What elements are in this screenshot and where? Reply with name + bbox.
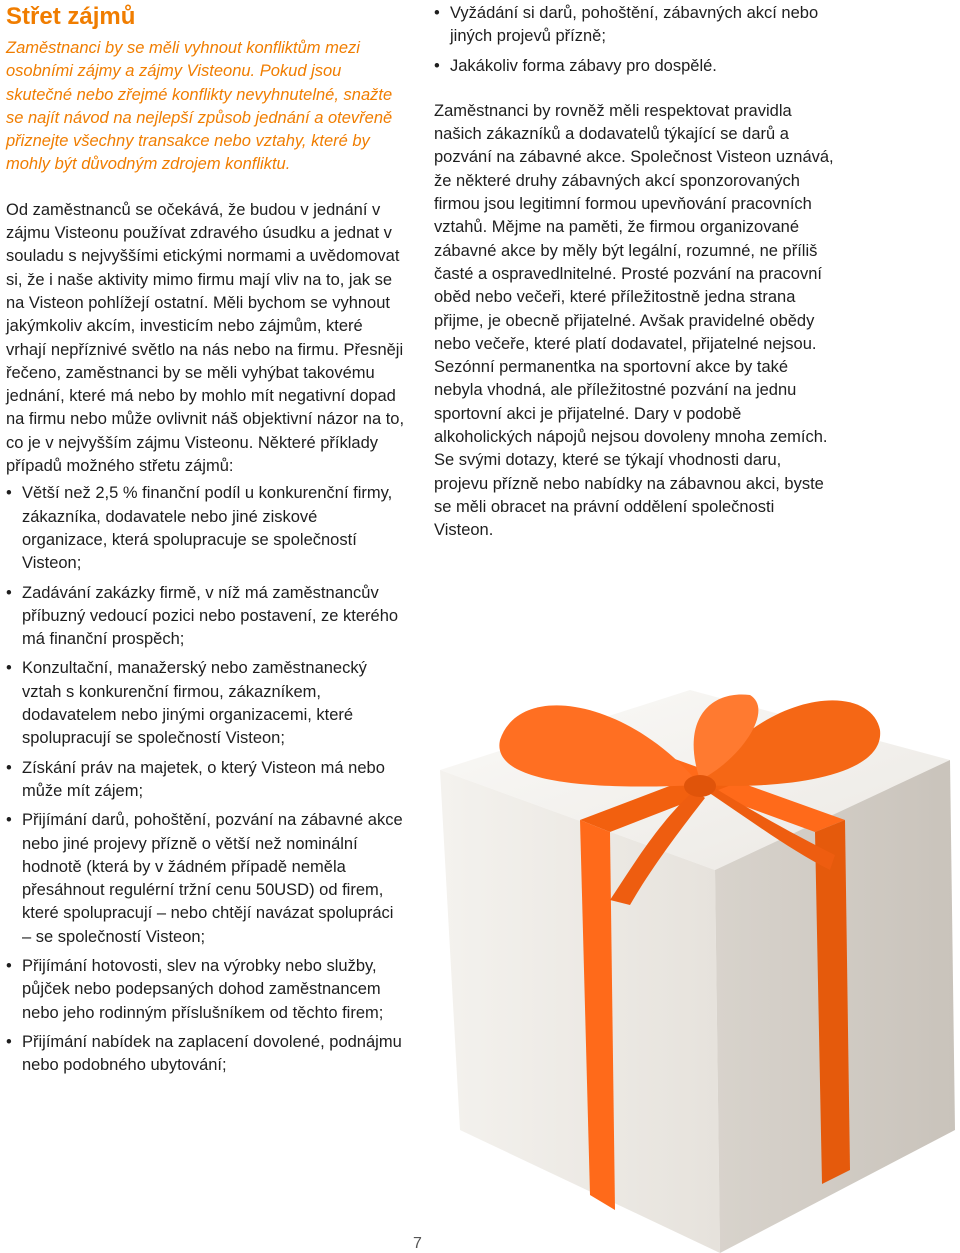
list-item: • Vyžádání si darů, pohoštění, zábavných akcí nebo jiných projevů přízně; [434,2,834,49]
list-item: • Konzultační, manažerský nebo zaměstnanecký vztah s konkurenční firmou, zákazníkem, dodavatelem nebo jinými organizacemi, které spolupracují se společností Visteon; [6,657,406,750]
gifts-paragraph: Zaměstnanci by rovněž měli respektovat pravidla našich zákazníků a dodavatelů týkající se darů a pozvání na zábavné akce. Společnost Visteon uznává, že některé druhy zábavných akcí sponzorovaných firmou jsou legitimní formou upevňování pracovních vztahů. Mějme na paměti, že firmou organizované zábavné akce by měly být legální, rozumné, ne příliš časté a ospravedlnitelné. Prosté pozvání na pracovní oběd nebo večeři, které příležitostně jedna strana přijme, je obecně přijatelné. Avšak pravidelné obědy nebo večeře, které platí dodavatel, přijatelné nejsou. Sezónní permanentka na sportovní akce by také nebyla vhodná, ale příležitostné pozvání na jednu sportovní akci je přijatelné. Dary v podobě alkoholických nápojů nejsou dovoleny mnoha zemích. Se svými dotazy, které se týkají vhodnosti daru, projevu přízně nebo nabídky na zábavnou akci, byste se měli obracet na právní oddělení společnosti Visteon. [434,101,834,540]
left-column [6,0,406,1083]
list-item: • Přijímání nabídek na zaplacení dovolené, podnájmu nebo podobného ubytování; [6,1031,406,1078]
body-paragraph: Od zaměstnanců se očekává, že budou v jednání v zájmu Visteonu používat zdravého úsudku a jednat v souladu s nejvyššími etickými normami a uvědomovat si, že i naše aktivity mimo firmu mají vliv na to, jak se na Visteon pohlížejí ostatní. Měli bychom se vyhnout jakýmkoliv akcím, investicím nebo zájmům, které vrhají nepříznivé světlo na nás nebo na firmu. Přesněji řečeno, zaměstnanci by se měli vyhýbat takovému jednání, které má nebo by mohlo mít negativní dopad na firmu nebo může ovlivnit náš objektivní názor na to, co je v nejvyšším zájmu Visteonu. Některé příklady případů možného střetu zájmů: [6,200,405,476]
intro-paragraph: Zaměstnanci by se měli vyhnout konfliktům mezi osobními zájmy a zájmy Visteonu. Pokud jsou skutečné nebo zřejmé konflikty nevyhnutelné, snažte se najít návod na nejlepší způsob jednání a otevřeně přiznejte všechny transakce nebo vztahy, které by mohly být důvodným zdrojem konfliktu. [6,39,393,174]
right-list [434,2,834,78]
list-item: • Větší než 2,5 % finanční podíl u konkurenční firmy, zákazníka, dodavatele nebo jiné ziskové organizace, která spolupracuje se společností Visteon; [6,482,406,575]
gift-box-image [430,570,960,1253]
list-item: • Jakákoliv forma zábavy pro dospělé. [434,55,834,78]
list-item: • Přijímání darů, pohoštění, pozvání na zábavné akce nebo jiné projevy přízně o větší než nominální hodnotě (která by v žádném případě neměla přesáhnout regulérní tržní cenu 50USD) od firem, které spolupracují – nebo chtějí navázat spolupráci – se společností Visteon; [6,809,406,949]
bow-knot [684,775,716,797]
section-heading: Střet zájmů [6,3,136,30]
conflict-examples-list [6,482,406,1077]
list-item: • Získání práv na majetek, o který Visteon má nebo může mít zájem; [6,757,406,804]
right-column [434,0,834,543]
list-item: • Přijímání hotovosti, slev na výrobky nebo služby, půjček nebo podepsaných dohod zaměstnancem nebo jeho rodinným příslušníkem od těchto firem; [6,955,406,1025]
list-item: • Zadávání zakázky firmě, v níž má zaměstnancův příbuzný vedoucí pozici nebo postavení, ze kterého má finanční prospěch; [6,582,406,652]
page-number: 7 [413,1235,422,1252]
